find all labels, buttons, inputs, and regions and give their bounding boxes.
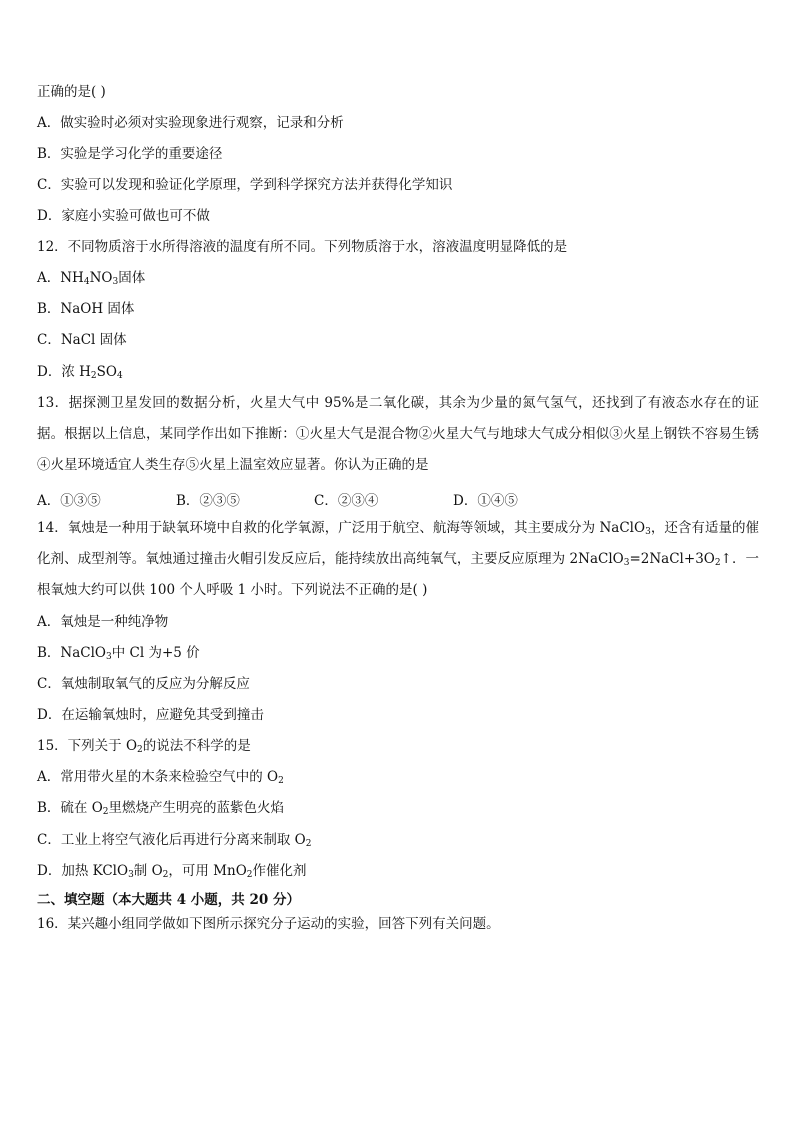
q11-option-c: C．实验可以发现和验证化学原理，学到科学探究方法并获得化学知识 — [37, 177, 453, 193]
q13-option-c: C．②③④ — [314, 493, 379, 509]
q14-option-a: A．氧烛是一种纯净物 — [37, 614, 169, 630]
q15-option-d: D．加热 KClO$_3$制 $O_2$，可用 MnO$_2$作催化剂 — [37, 863, 307, 880]
q12-option-a: A．$NH_4NO_3$固体 — [37, 270, 146, 287]
q14-stem: 14．氧烛是一种用于缺氧环境中自救的化学氧源，广泛用于航空、航海等领域，其主要成分为 NaClO$_3$，还含有适量的催化剂、成型剂等。氧烛通过撞击火帽引发反应后，能持续放出高纯氧气，主要反应原理为 $2NaClO_3=2NaCl+3O_2↑$．一根氧烛大约可以供 100 个人呼吸 1 小时。下列说法不正确的是( ) — [37, 520, 760, 598]
q12-option-b: B．NaOH 固体 — [37, 301, 135, 317]
section-title: 二、填空题（本大题共 4 小题，共 20 分） — [37, 892, 300, 908]
q11-option-a: A．做实验时必须对实验现象进行观察，记录和分析 — [37, 115, 344, 131]
q11-stem-tail: 正确的是( ) — [37, 84, 106, 100]
q14-option-d: D．在运输氧烛时，应避免其受到撞击 — [37, 707, 264, 723]
q15-option-b: B．硫在 $O_2$里燃烧产生明亮的蓝紫色火焰 — [37, 800, 285, 817]
q13-option-a: A．①③⑤ — [37, 493, 101, 509]
q12-stem: 12．不同物质溶于水所得溶液的温度有所不同。下列物质溶于水，溶液温度明显降低的是 — [37, 239, 568, 255]
q13-option-b: B．②③⑤ — [176, 493, 240, 509]
q11-option-b: B．实验是学习化学的重要途径 — [37, 146, 223, 162]
q14-option-b: B．NaClO$_3$中 Cl 为+5 价 — [37, 645, 200, 662]
q15-stem: 15．下列关于 $O_2$的说法不科学的是 — [37, 738, 251, 755]
q11-option-d: D．家庭小实验可做也可不做 — [37, 208, 210, 224]
q14-option-c: C．氧烛制取氧气的反应为分解反应 — [37, 676, 250, 692]
q13-option-d: D．①④⑤ — [453, 493, 518, 509]
q15-option-c: C．工业上将空气液化后再进行分离来制取 $O_2$ — [37, 832, 312, 849]
q13-stem: 13．据探测卫星发回的数据分析，火星大气中 95%是二氧化碳，其余为少量的氮气氢气，还找到了有液态水存在的证据。根据以上信息，某同学作出如下推断：①火星大气是混合物②火星大气与地球大气成分相似③火星上钢铁不容易生锈 ④火星环境适宜人类生存⑤火星上温室效应显著。你认为正确的是 — [37, 395, 759, 473]
q12-option-d: D．浓 $H_2SO_4$ — [37, 364, 123, 381]
q12-option-c: C．NaCl 固体 — [37, 332, 127, 348]
q15-option-a: A．常用带火星的木条来检验空气中的 $O_2$ — [37, 769, 284, 786]
q16-stem: 16．某兴趣小组同学做如下图所示探究分子运动的实验，回答下列有关问题。 — [37, 916, 500, 932]
